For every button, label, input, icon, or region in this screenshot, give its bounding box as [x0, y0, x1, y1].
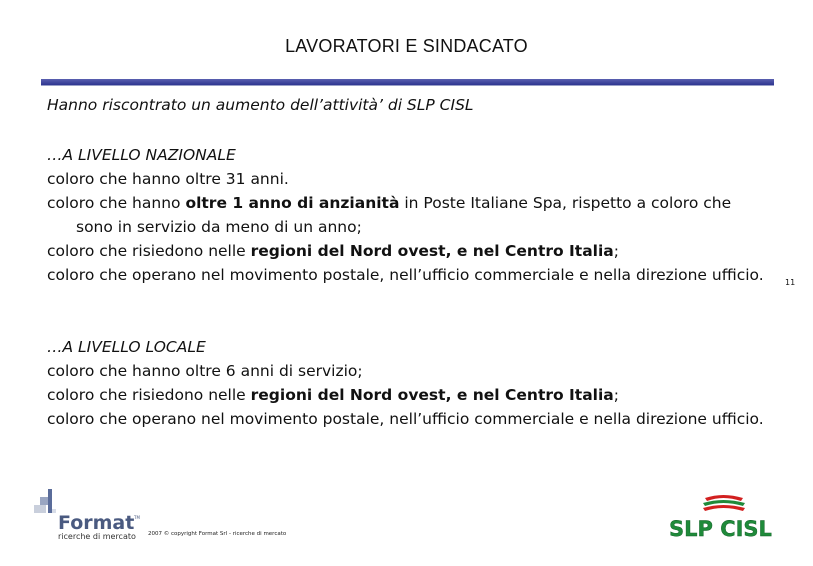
- local-item-3: coloro che operano nel movimento postale, nell’ufficio commerciale e nella direzione ufficio.: [47, 410, 764, 428]
- format-tagline: ricerche di mercato: [58, 532, 136, 541]
- national-item-2-bold: oltre 1 anno di anzianità: [185, 194, 400, 212]
- subtitle: Hanno riscontrato un aumento dell’attività’ di SLP CISL: [47, 96, 474, 114]
- local-item-2-text-c: ;: [613, 386, 619, 404]
- local-heading: …A LIVELLO LOCALE: [47, 338, 206, 356]
- national-item-2-text-a: coloro che hanno: [47, 194, 186, 212]
- format-logo: [30, 487, 160, 547]
- local-item-2: [47, 383, 767, 407]
- local-item-2-bold: regioni del Nord ovest, e nel Centro Italia: [250, 386, 614, 404]
- national-heading: …A LIVELLO NAZIONALE: [47, 146, 236, 164]
- local-section: [47, 335, 767, 431]
- page-title: LAVORATORI E SINDACATO: [285, 36, 528, 56]
- national-item-4: coloro che operano nel movimento postale, nell’ufficio commerciale e nella direzione ufficio.: [47, 266, 764, 284]
- national-item-3-text-a: coloro che risiedono nelle: [47, 242, 251, 260]
- national-item-3: [47, 239, 767, 263]
- national-item-2-text-c: in Poste Italiane Spa, rispetto a coloro che sono in servizio da meno di un anno;: [76, 194, 732, 236]
- national-item-1: coloro che hanno oltre 31 anni.: [47, 170, 289, 188]
- format-tm: TM: [134, 515, 140, 520]
- slp-cisl-logo-text: SLP CISL: [669, 517, 772, 541]
- slp-cisl-logo: [665, 492, 773, 544]
- copyright-text: 2007 © copyright Format Srl - ricerche di mercato: [148, 531, 287, 537]
- national-item-3-bold: regioni del Nord ovest, e nel Centro Italia: [250, 242, 614, 260]
- national-section: [47, 143, 767, 287]
- title-divider: [41, 79, 774, 86]
- page-number: 11: [785, 278, 796, 287]
- local-item-1: coloro che hanno oltre 6 anni di servizio;: [47, 362, 363, 380]
- national-item-2: [47, 191, 767, 239]
- local-item-2-text-a: coloro che risiedono nelle: [47, 386, 251, 404]
- national-item-3-text-c: ;: [613, 242, 619, 260]
- format-logo-text: Format: [58, 512, 135, 534]
